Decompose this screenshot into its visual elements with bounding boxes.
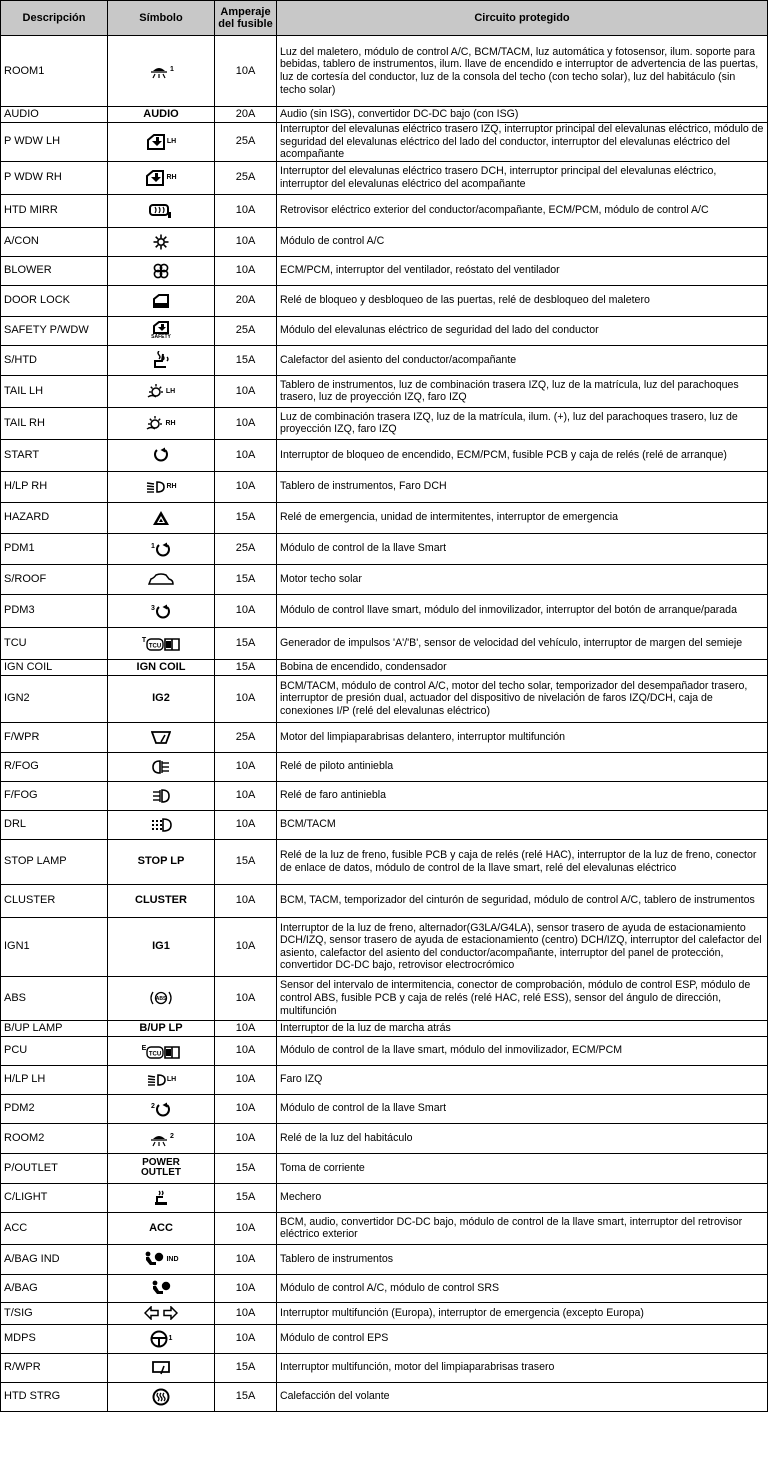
fuse-circuit: Sensor del intervalo de intermitencia, conector de comprobación, módulo de control ESP, módulo de control ABS, fusible PCB y caja de relés (relé HAC, relé ESS), sensor del ángulo de dirección, multifunción <box>277 976 768 1020</box>
symbol-suffix: IND <box>166 1255 179 1263</box>
table-row <box>1 1244 768 1274</box>
fuse-description: IGN1 <box>1 917 108 976</box>
symbol-prefix: E <box>141 1044 147 1052</box>
fuse-amperage: 10A <box>215 1302 277 1324</box>
table-row <box>1 533 768 564</box>
symbol-text: IGN COIL <box>136 660 186 673</box>
fuse-description: ROOM2 <box>1 1123 108 1153</box>
tcu-icon <box>146 1046 180 1058</box>
table-row <box>1 36 768 107</box>
symbol-text: AUDIO <box>143 108 179 120</box>
fuse-circuit: Relé de piloto antiniebla <box>277 752 768 781</box>
turn-signal-icon <box>144 1307 178 1319</box>
rear-wiper-icon <box>152 1362 170 1374</box>
fuse-symbol <box>108 439 215 471</box>
header-symbol: Símbolo <box>108 1 215 36</box>
fuse-circuit: BCM/TACM, módulo de control A/C, motor del techo solar, temporizador del desempañador trasero, interruptor de presión dual, actuador del dispositivo de nivelación de faros IZQ/DCH, caja de conexiones I/P (relé del elevalunas eléctrico) <box>277 675 768 722</box>
fuse-symbol <box>108 107 215 123</box>
fuse-circuit: Luz de combinación trasera IZQ, luz de la matrícula, ilum. (+), luz del parachoques trasero, luz de proyección IZQ, faro IZQ <box>277 407 768 439</box>
fuse-circuit: Generador de impulsos 'A'/'B', sensor de velocidad del vehículo, interruptor de margen del semieje <box>277 627 768 659</box>
fuse-symbol <box>108 1036 215 1065</box>
symbol-suffix: RH <box>166 174 177 182</box>
fuse-amperage: 15A <box>215 502 277 533</box>
fuse-symbol <box>108 627 215 659</box>
fuse-amperage: 15A <box>215 659 277 675</box>
symbol-suffix: 1 <box>170 65 174 73</box>
fuse-amperage: 20A <box>215 285 277 316</box>
table-row <box>1 1212 768 1244</box>
table-row <box>1 722 768 752</box>
table-row <box>1 256 768 285</box>
fuse-circuit: ECM/PCM, interruptor del ventilador, reóstato del ventilador <box>277 256 768 285</box>
fuse-symbol <box>108 1382 215 1411</box>
fuse-amperage: 10A <box>215 1324 277 1353</box>
table-row <box>1 781 768 810</box>
table-row <box>1 976 768 1020</box>
fuse-description: H/LP RH <box>1 471 108 502</box>
fuse-symbol <box>108 781 215 810</box>
fuse-amperage: 15A <box>215 839 277 884</box>
fuse-symbol <box>108 1244 215 1274</box>
fuse-description: P WDW LH <box>1 123 108 162</box>
symbol-text: B/UP LP <box>139 1021 183 1034</box>
fuse-amperage: 10A <box>215 1212 277 1244</box>
fuse-amperage: 15A <box>215 1382 277 1411</box>
fuse-amperage: 10A <box>215 1094 277 1123</box>
symbol-suffix: RH <box>165 419 176 427</box>
fuse-amperage: 10A <box>215 1123 277 1153</box>
fuse-circuit: Mechero <box>277 1183 768 1212</box>
fuse-amperage: 10A <box>215 1020 277 1036</box>
front-fog-icon <box>152 790 170 802</box>
fuse-description: P WDW RH <box>1 161 108 194</box>
rear-fog-icon <box>152 761 170 773</box>
fuse-symbol <box>108 810 215 839</box>
symbol-text: IG2 <box>152 692 170 705</box>
fuse-description: F/FOG <box>1 781 108 810</box>
fuse-amperage: 10A <box>215 471 277 502</box>
fuse-description: ABS <box>1 976 108 1020</box>
fuse-symbol <box>108 1274 215 1302</box>
symbol-suffix: LH <box>165 387 176 395</box>
symbol-suffix: LH <box>166 138 177 146</box>
fuse-symbol <box>108 194 215 227</box>
fuse-amperage: 10A <box>215 810 277 839</box>
fuse-description: TCU <box>1 627 108 659</box>
fuse-symbol <box>108 917 215 976</box>
fuse-circuit: Interruptor de la luz de marcha atrás <box>277 1020 768 1036</box>
fuse-description: ACC <box>1 1212 108 1244</box>
abs-icon <box>148 992 174 1004</box>
symbol-text: POWER OUTLET <box>141 1156 181 1178</box>
fuse-description: IGN COIL <box>1 659 108 675</box>
table-row <box>1 107 768 123</box>
fuse-description: S/HTD <box>1 345 108 375</box>
fuse-circuit: Motor del limpiaparabrisas delantero, interruptor multifunción <box>277 722 768 752</box>
fuse-circuit: Interruptor de la luz de freno, alternador(G3LA/G4LA), sensor trasero de ayuda de estacionamiento DCH/IZQ, sensor trasero de ayuda de estacionamiento (centro) DCH/IZQ, interruptor del calefactor del asiento, calefactor del asiento del conductor/acompañante, interruptor del panel de protección, convertidor DC-DC bajo, retrovisor electrocrómico <box>277 917 768 976</box>
table-row <box>1 407 768 439</box>
fuse-description: DOOR LOCK <box>1 285 108 316</box>
fuse-description: A/CON <box>1 227 108 256</box>
fuse-circuit: Interruptor multifunción (Europa), interruptor de emergencia (excepto Europa) <box>277 1302 768 1324</box>
fuse-circuit: Relé de bloqueo y desbloqueo de las puertas, relé de desbloqueo del maletero <box>277 285 768 316</box>
fuse-symbol <box>108 407 215 439</box>
fuse-symbol <box>108 1094 215 1123</box>
table-row <box>1 316 768 345</box>
fuse-symbol <box>108 256 215 285</box>
fuse-circuit: Tablero de instrumentos, luz de combinación trasera IZQ, luz de la matrícula, luz del parachoques trasero, luz de proyección IZQ, faro IZQ <box>277 375 768 407</box>
start-icon <box>155 544 171 556</box>
room-lamp-icon <box>148 66 170 78</box>
fuse-circuit: Módulo del elevalunas eléctrico de seguridad del lado del conductor <box>277 316 768 345</box>
fuse-amperage: 10A <box>215 256 277 285</box>
table-row <box>1 227 768 256</box>
fuse-symbol <box>108 659 215 675</box>
fuse-circuit: Módulo de control EPS <box>277 1324 768 1353</box>
fuse-circuit: Faro IZQ <box>277 1065 768 1094</box>
fuse-circuit: Audio (sin ISG), convertidor DC-DC bajo (con ISG) <box>277 107 768 123</box>
svg-text:TCU: TCU <box>148 643 162 650</box>
fuse-symbol <box>108 533 215 564</box>
symbol-text: ACC <box>149 1221 173 1234</box>
fuse-symbol <box>108 285 215 316</box>
fuse-description: AUDIO <box>1 107 108 123</box>
table-row <box>1 1036 768 1065</box>
fuse-circuit: Calefacción del volante <box>277 1382 768 1411</box>
table-row <box>1 839 768 884</box>
fuse-circuit: Módulo de control de la llave smart, módulo del inmovilizador, ECM/PCM <box>277 1036 768 1065</box>
fuse-description: C/LIGHT <box>1 1183 108 1212</box>
symbol-prefix: 2 <box>151 1102 155 1110</box>
fuse-description: F/WPR <box>1 722 108 752</box>
fuse-amperage: 10A <box>215 194 277 227</box>
power-window-icon <box>146 136 166 148</box>
fuse-amperage: 15A <box>215 345 277 375</box>
fuse-amperage: 25A <box>215 123 277 162</box>
tail-lamp-icon <box>147 385 165 397</box>
seat-heater-icon <box>152 354 170 366</box>
table-row <box>1 1065 768 1094</box>
start-icon <box>155 606 171 618</box>
fuse-symbol <box>108 976 215 1020</box>
fuse-circuit: Toma de corriente <box>277 1153 768 1183</box>
tcu-icon <box>146 638 180 650</box>
symbol-suffix: SAFETY <box>151 334 171 341</box>
fuse-description: START <box>1 439 108 471</box>
fuse-amperage: 25A <box>215 316 277 345</box>
symbol-suffix: 1 <box>168 1335 173 1343</box>
fuse-circuit: BCM, audio, convertidor DC-DC bajo, módulo de control de la llave smart, interruptor del retrovisor eléctrico exterior <box>277 1212 768 1244</box>
fuse-amperage: 10A <box>215 1065 277 1094</box>
fuse-circuit: Bobina de encendido, condensador <box>277 659 768 675</box>
table-row <box>1 917 768 976</box>
fuse-amperage: 10A <box>215 227 277 256</box>
fuse-description: T/SIG <box>1 1302 108 1324</box>
fuse-amperage: 15A <box>215 1183 277 1212</box>
fuse-description: MDPS <box>1 1324 108 1353</box>
fuse-amperage: 10A <box>215 439 277 471</box>
table-row <box>1 1183 768 1212</box>
fuse-amperage: 10A <box>215 36 277 107</box>
symbol-text: CLUSTER <box>135 894 187 907</box>
fuse-description: ROOM1 <box>1 36 108 107</box>
fuse-symbol <box>108 36 215 107</box>
door-lock-icon <box>152 295 170 307</box>
fuse-symbol <box>108 839 215 884</box>
fuse-description: HTD STRG <box>1 1382 108 1411</box>
table-row <box>1 810 768 839</box>
start-icon <box>155 1104 171 1116</box>
fuse-circuit: Módulo de control de la llave Smart <box>277 1094 768 1123</box>
front-wiper-icon <box>151 731 171 743</box>
fuse-description: A/BAG IND <box>1 1244 108 1274</box>
fuse-description: STOP LAMP <box>1 839 108 884</box>
fuse-symbol <box>108 1153 215 1183</box>
fuse-circuit: Interruptor de bloqueo de encendido, ECM/PCM, fusible PCB y caja de relés (relé de arranque) <box>277 439 768 471</box>
air-conditioning-icon <box>153 236 169 248</box>
fuse-symbol <box>108 884 215 917</box>
safety-power-window-icon <box>152 321 170 333</box>
fuse-amperage: 10A <box>215 407 277 439</box>
fuse-amperage: 10A <box>215 976 277 1020</box>
room-lamp-icon <box>148 1134 170 1146</box>
fuse-amperage: 10A <box>215 1274 277 1302</box>
symbol-prefix: 1 <box>151 542 155 550</box>
fuse-amperage: 10A <box>215 1244 277 1274</box>
fuse-circuit: Módulo de control A/C <box>277 227 768 256</box>
fuse-symbol <box>108 1123 215 1153</box>
table-row <box>1 752 768 781</box>
fuse-amperage: 25A <box>215 533 277 564</box>
tail-lamp-icon <box>146 417 164 429</box>
fuse-circuit: Módulo de control llave smart, módulo del inmovilizador, interruptor del botón de arranque/parada <box>277 594 768 627</box>
table-row <box>1 1123 768 1153</box>
fuse-amperage: 15A <box>215 1153 277 1183</box>
fuse-circuit: Relé de la luz del habitáculo <box>277 1123 768 1153</box>
fuse-description: PCU <box>1 1036 108 1065</box>
fuse-circuit: Módulo de control de la llave Smart <box>277 533 768 564</box>
fuse-table-body <box>1 36 768 1412</box>
fuse-description: H/LP LH <box>1 1065 108 1094</box>
header-circuit: Circuito protegido <box>277 1 768 36</box>
table-row <box>1 502 768 533</box>
fuse-symbol <box>108 1324 215 1353</box>
fuse-circuit: Calefactor del asiento del conductor/acompañante <box>277 345 768 375</box>
blower-fan-icon <box>153 265 169 277</box>
headlamp-icon <box>145 480 165 492</box>
fuse-symbol <box>108 161 215 194</box>
heated-steering-icon <box>152 1391 170 1403</box>
fuse-amperage: 10A <box>215 781 277 810</box>
header-amperage: Amperaje del fusible <box>215 1 277 36</box>
symbol-text: STOP LP <box>137 855 185 868</box>
fuse-symbol <box>108 316 215 345</box>
hazard-icon <box>152 512 170 524</box>
table-row <box>1 471 768 502</box>
fuse-amperage: 25A <box>215 161 277 194</box>
table-row <box>1 1020 768 1036</box>
fuse-circuit: Relé de la luz de freno, fusible PCB y caja de relés (relé HAC), interruptor de la luz de freno, conector de enlace de datos, módulo de control de la llave smart, relé del elevalunas eléctrico <box>277 839 768 884</box>
fuse-description: HTD MIRR <box>1 194 108 227</box>
fuse-symbol <box>108 1302 215 1324</box>
airbag-icon <box>143 1253 165 1265</box>
table-row <box>1 285 768 316</box>
fuse-circuit: Retrovisor eléctrico exterior del conductor/acompañante, ECM/PCM, módulo de control A/C <box>277 194 768 227</box>
fuse-symbol <box>108 1212 215 1244</box>
fuse-symbol <box>108 675 215 722</box>
fuse-circuit: Tablero de instrumentos, Faro DCH <box>277 471 768 502</box>
airbag-icon <box>150 1282 172 1294</box>
table-row <box>1 1094 768 1123</box>
table-row <box>1 564 768 594</box>
fuse-circuit: Tablero de instrumentos <box>277 1244 768 1274</box>
fuse-circuit: BCM/TACM <box>277 810 768 839</box>
header-description: Descripción <box>1 1 108 36</box>
fuse-circuit: Interruptor del elevalunas eléctrico trasero DCH, interruptor principal del elevalunas eléctrico, interruptor del elevalunas eléctrico del acompañante <box>277 161 768 194</box>
table-row <box>1 161 768 194</box>
fuse-symbol <box>108 227 215 256</box>
fuse-amperage: 10A <box>215 675 277 722</box>
power-window-icon <box>145 172 165 184</box>
fuse-description: P/OUTLET <box>1 1153 108 1183</box>
heated-mirror-icon <box>148 205 174 217</box>
fuse-description: SAFETY P/WDW <box>1 316 108 345</box>
symbol-prefix: 3 <box>151 604 155 612</box>
fuse-symbol <box>108 123 215 162</box>
symbol-suffix: RH <box>166 483 177 491</box>
fuse-amperage: 10A <box>215 917 277 976</box>
table-row <box>1 439 768 471</box>
fuse-amperage: 10A <box>215 752 277 781</box>
fuse-symbol <box>108 345 215 375</box>
fuse-symbol <box>108 471 215 502</box>
fuse-description: CLUSTER <box>1 884 108 917</box>
table-row <box>1 1324 768 1353</box>
fuse-description: TAIL LH <box>1 375 108 407</box>
fuse-circuit: Motor techo solar <box>277 564 768 594</box>
table-row <box>1 1353 768 1382</box>
sunroof-icon <box>148 573 174 585</box>
svg-text:TCU: TCU <box>149 1051 162 1058</box>
fuse-symbol <box>108 594 215 627</box>
fuse-symbol <box>108 722 215 752</box>
fuse-symbol <box>108 1353 215 1382</box>
fuse-amperage: 15A <box>215 1353 277 1382</box>
fuse-circuit: Relé de faro antiniebla <box>277 781 768 810</box>
svg-text:ABS: ABS <box>155 996 167 1003</box>
table-row <box>1 627 768 659</box>
table-row <box>1 375 768 407</box>
fuse-description: A/BAG <box>1 1274 108 1302</box>
symbol-prefix: T <box>141 637 147 645</box>
table-header-row <box>1 1 768 36</box>
fuse-amperage: 15A <box>215 627 277 659</box>
fuse-description: R/WPR <box>1 1353 108 1382</box>
fuse-description: HAZARD <box>1 502 108 533</box>
fuse-description: DRL <box>1 810 108 839</box>
fuse-description: TAIL RH <box>1 407 108 439</box>
fuse-amperage: 10A <box>215 884 277 917</box>
fuse-description: PDM3 <box>1 594 108 627</box>
table-row <box>1 1153 768 1183</box>
fuse-description: B/UP LAMP <box>1 1020 108 1036</box>
fuse-amperage: 25A <box>215 722 277 752</box>
fuse-amperage: 20A <box>215 107 277 123</box>
fuse-circuit: Interruptor multifunción, motor del limpiaparabrisas trasero <box>277 1353 768 1382</box>
start-icon <box>153 449 169 461</box>
symbol-suffix: 2 <box>170 1132 174 1140</box>
fuse-symbol <box>108 1183 215 1212</box>
fuse-circuit: Interruptor del elevalunas eléctrico trasero IZQ, interruptor principal del elevalunas eléctrico, módulo de seguridad del elevalunas eléctrico del lado del conductor, interruptor del elevalunas eléctrico del acompañante <box>277 123 768 162</box>
fuse-description: R/FOG <box>1 752 108 781</box>
symbol-text: IG1 <box>152 940 170 953</box>
fuse-description: IGN2 <box>1 675 108 722</box>
table-row <box>1 123 768 162</box>
table-row <box>1 884 768 917</box>
fuse-symbol <box>108 564 215 594</box>
fuse-symbol <box>108 1020 215 1036</box>
table-row <box>1 1274 768 1302</box>
table-row <box>1 1302 768 1324</box>
fuse-amperage: 10A <box>215 594 277 627</box>
fuse-circuit: Luz del maletero, módulo de control A/C, BCM/TACM, luz automática y fotosensor, ilum. soporte para bebidas, tablero de instrumentos, ilum. llave de encendido e interruptor de advertencia de las puertas, luz de cortesía del conductor, luz de la consola del techo (con techo solar), luz del habitáculo (sin techo solar) <box>277 36 768 107</box>
fuse-amperage: 10A <box>215 1036 277 1065</box>
table-row <box>1 345 768 375</box>
cigar-lighter-icon <box>153 1192 169 1204</box>
fuse-description: PDM1 <box>1 533 108 564</box>
fuse-symbol <box>108 752 215 781</box>
fuse-symbol <box>108 502 215 533</box>
fuse-circuit: BCM, TACM, temporizador del cinturón de seguridad, módulo de control A/C, tablero de instrumentos <box>277 884 768 917</box>
fuse-symbol <box>108 1065 215 1094</box>
headlamp-icon <box>146 1073 166 1085</box>
table-row <box>1 194 768 227</box>
fuse-circuit: Módulo de control A/C, módulo de control SRS <box>277 1274 768 1302</box>
table-row <box>1 659 768 675</box>
fuse-description: S/ROOF <box>1 564 108 594</box>
fuse-symbol <box>108 375 215 407</box>
fuse-circuit: Relé de emergencia, unidad de intermitentes, interruptor de emergencia <box>277 502 768 533</box>
fuse-description: PDM2 <box>1 1094 108 1123</box>
table-row <box>1 675 768 722</box>
steering-icon <box>150 1333 168 1345</box>
drl-icon <box>150 819 172 831</box>
fuse-description: BLOWER <box>1 256 108 285</box>
table-row <box>1 1382 768 1411</box>
fuse-amperage: 15A <box>215 564 277 594</box>
table-row <box>1 594 768 627</box>
symbol-suffix: LH <box>166 1076 177 1084</box>
fuse-amperage: 10A <box>215 375 277 407</box>
